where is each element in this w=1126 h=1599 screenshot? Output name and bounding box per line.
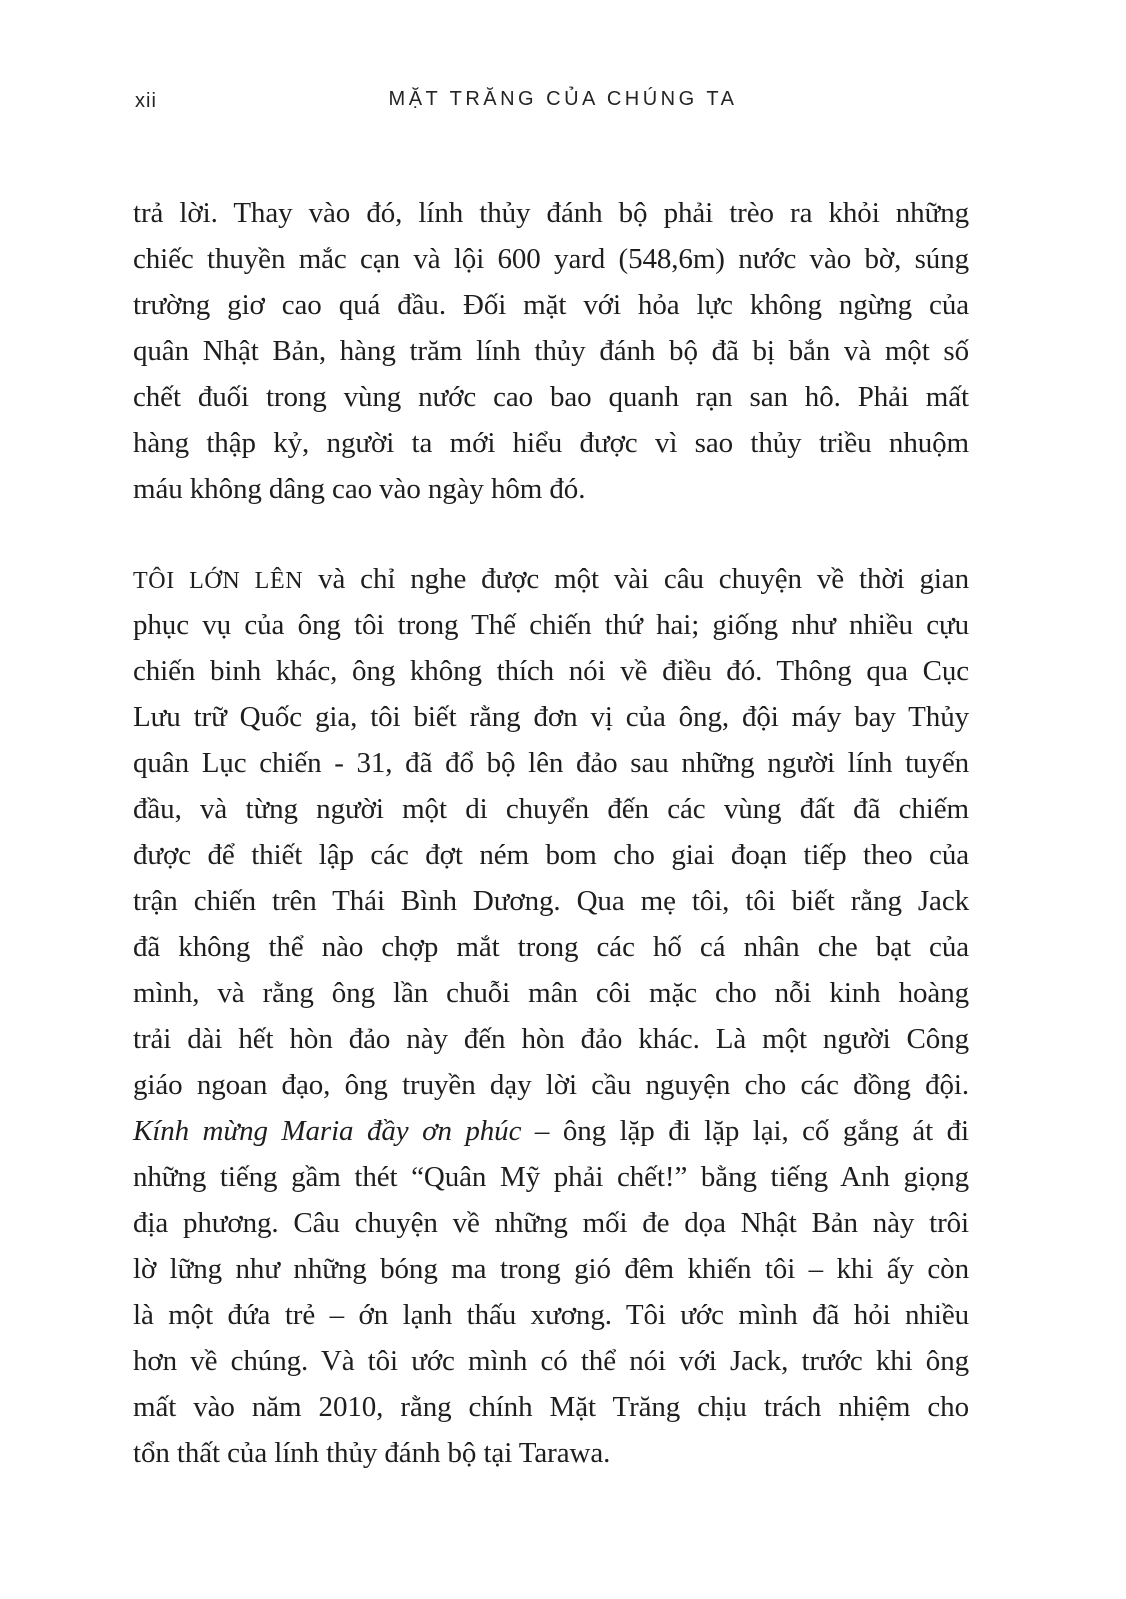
text-segment: chiến binh khác, ông không thích nói về điều đó. Thông qua Cục [133, 655, 969, 687]
text-segment: máu không dâng cao vào ngày hôm đó. [133, 473, 586, 505]
text-line [133, 1062, 969, 1108]
page-number: xii [135, 90, 157, 112]
text-line [133, 282, 969, 328]
text-segment: là một đứa trẻ – ớn lạnh thấu xương. Tôi ước mình đã hỏi nhiều [133, 1299, 969, 1331]
text-line [133, 190, 969, 236]
text-line [133, 1246, 969, 1292]
text-segment: trường giơ cao quá đầu. Đối mặt với hỏa lực không ngừng của [133, 289, 969, 321]
text-line [133, 970, 969, 1016]
running-title: MẶT TRĂNG CỦA CHÚNG TA [388, 88, 738, 110]
text-line [133, 1430, 969, 1476]
text-segment: lờ lững như những bóng ma trong gió đêm khiến tôi – khi ấy còn [133, 1253, 969, 1285]
text-segment: chết đuối trong vùng nước cao bao quanh rạn san hô. Phải mất [133, 381, 969, 413]
text-line [133, 1108, 969, 1154]
text-segment: quân Nhật Bản, hàng trăm lính thủy đánh bộ đã bị bắn và một số [133, 335, 969, 367]
text-line [133, 786, 969, 832]
text-segment: trả lời. Thay vào đó, lính thủy đánh bộ phải trèo ra khỏi những [133, 197, 969, 229]
paragraph [133, 556, 969, 1476]
text-segment: đầu, và từng người một di chuyển đến các vùng đất đã chiếm [133, 793, 969, 825]
page-header [135, 88, 991, 120]
text-line [133, 924, 969, 970]
text-line [133, 878, 969, 924]
smallcaps-text-segment: TÔI LỚN LÊN [133, 568, 304, 594]
text-line [133, 1292, 969, 1338]
text-line [133, 1016, 969, 1062]
text-segment: – ông lặp đi lặp lại, cố gắng át đi [521, 1115, 969, 1147]
text-segment: hàng thập kỷ, người ta mới hiểu được vì sao thủy triều nhuộm [133, 427, 969, 459]
text-segment: mất vào năm 2010, rằng chính Mặt Trăng chịu trách nhiệm cho [133, 1391, 969, 1423]
text-line [133, 694, 969, 740]
paragraph [133, 190, 969, 512]
text-segment: chiếc thuyền mắc cạn và lội 600 yard (548,6m) nước vào bờ, súng [133, 243, 969, 275]
text-line [133, 1384, 969, 1430]
text-line [133, 420, 969, 466]
text-segment: địa phương. Câu chuyện về những mối đe dọa Nhật Bản này trôi [133, 1207, 969, 1239]
text-line [133, 236, 969, 282]
text-segment: và chỉ nghe được một vài câu chuyện về thời gian [303, 563, 970, 595]
text-segment: hơn về chúng. Và tôi ước mình có thể nói với Jack, trước khi ông [133, 1345, 969, 1377]
text-line [133, 556, 969, 602]
text-line [133, 374, 969, 420]
text-segment: trải dài hết hòn đảo này đến hòn đảo khác. Là một người Công [133, 1023, 969, 1055]
text-segment: quân Lục chiến - 31, đã đổ bộ lên đảo sau những người lính tuyến [133, 747, 969, 779]
text-segment: Lưu trữ Quốc gia, tôi biết rằng đơn vị của ông, đội máy bay Thủy [133, 701, 969, 733]
text-line [133, 832, 969, 878]
text-line [133, 1200, 969, 1246]
text-line [133, 1338, 969, 1384]
text-segment: đã không thể nào chợp mắt trong các hố cá nhân che bạt của [133, 931, 969, 963]
text-segment: mình, và rằng ông lần chuỗi mân côi mặc cho nỗi kinh hoàng [133, 977, 969, 1009]
text-line [133, 466, 969, 512]
text-line [133, 602, 969, 648]
text-segment: phục vụ của ông tôi trong Thế chiến thứ hai; giống như nhiều cựu [133, 609, 969, 641]
italic-text-segment: Kính mừng Maria đầy ơn phúc [133, 1115, 522, 1147]
body-text [133, 190, 969, 1476]
text-segment: giáo ngoan đạo, ông truyền dạy lời cầu nguyện cho các đồng đội. [133, 1069, 969, 1101]
text-segment: trận chiến trên Thái Bình Dương. Qua mẹ tôi, tôi biết rằng Jack [133, 885, 969, 917]
text-segment: những tiếng gầm thét “Quân Mỹ phải chết!” bằng tiếng Anh giọng [133, 1161, 969, 1193]
text-segment: tổn thất của lính thủy đánh bộ tại Tarawa. [133, 1437, 611, 1469]
text-line [133, 1154, 969, 1200]
text-line [133, 648, 969, 694]
text-line [133, 328, 969, 374]
text-line [133, 740, 969, 786]
text-segment: được để thiết lập các đợt ném bom cho giai đoạn tiếp theo của [133, 839, 969, 871]
